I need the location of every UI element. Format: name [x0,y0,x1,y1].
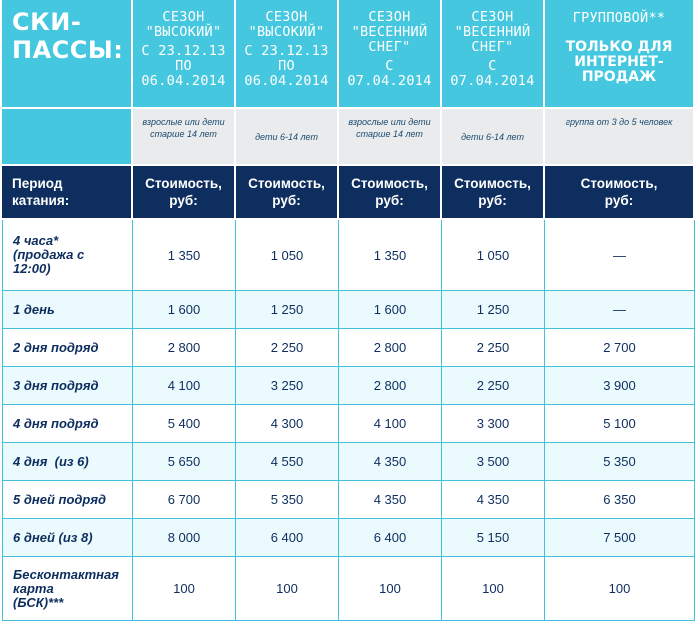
table-row [2,443,695,481]
age-note: взрослые или дети старше 14 лет [133,109,236,166]
table-row [2,405,695,443]
period-label: 2 дня подряд [2,329,133,367]
season-dates: С 07.04.2014 [347,58,432,89]
price-header: Стоимость, руб: [339,166,442,220]
age-note: взрослые или дети старше 14 лет [339,109,442,166]
table-row [2,291,695,329]
price-cell: 2 800 [133,329,236,367]
price-cell: 1 350 [339,220,442,291]
price-cell: 6 700 [133,481,236,519]
price-cell: 1 050 [442,220,545,291]
period-label: 3 дня подряд [2,367,133,405]
price-cell: 2 800 [339,367,442,405]
price-cell: 5 400 [133,405,236,443]
season-dates: С 07.04.2014 [450,58,535,89]
price-cell: 100 [133,557,236,621]
price-cell: 100 [236,557,339,621]
period-label: 4 дня (из 6) [2,443,133,481]
age-row [2,109,695,166]
season-dates: С 23.12.13 ПО 06.04.2014 [244,43,329,89]
price-cell: 6 350 [545,481,695,519]
table-title: СКИ-ПАССЫ: [2,0,133,109]
ski-pass-price-table [2,0,695,621]
price-header: Стоимость, руб: [545,166,695,220]
column-header-spring-adult [339,0,442,109]
price-cell: — [545,291,695,329]
price-cell: 2 250 [442,367,545,405]
table-row [2,220,695,291]
price-cell: 2 800 [339,329,442,367]
price-cell: 100 [442,557,545,621]
header-row [2,0,695,109]
price-cell: 4 100 [133,367,236,405]
price-header: Стоимость, руб: [442,166,545,220]
price-cell: 1 600 [339,291,442,329]
price-cell: 6 400 [339,519,442,557]
table-row [2,557,695,621]
period-label: 1 день [2,291,133,329]
season-name: СЕЗОН "ВЫСОКИЙ" [145,9,222,40]
group-subtitle: ТОЛЬКО ДЛЯ ИНТЕРНЕТ- ПРОДАЖ [565,39,673,85]
price-header: Стоимость, руб: [236,166,339,220]
price-header: Стоимость, руб: [133,166,236,220]
price-cell: 100 [339,557,442,621]
price-cell: — [545,220,695,291]
price-cell: 3 300 [442,405,545,443]
price-cell: 2 700 [545,329,695,367]
price-cell: 4 550 [236,443,339,481]
season-name: СЕЗОН "ВЕСЕННИЙ СНЕГ" [351,9,428,55]
table-row [2,519,695,557]
price-cell: 5 100 [545,405,695,443]
column-header-high-child [236,0,339,109]
price-cell: 3 900 [545,367,695,405]
age-note: группа от 3 до 5 человек [545,109,695,166]
price-header-row [2,166,695,220]
season-name: СЕЗОН "ВЕСЕННИЙ СНЕГ" [454,9,531,55]
price-cell: 5 350 [545,443,695,481]
period-label: Бесконтактная карта (БСК)*** [2,557,133,621]
price-cell: 4 350 [339,481,442,519]
period-label: 4 часа* (продажа с 12:00) [2,220,133,291]
price-cell: 4 100 [339,405,442,443]
column-header-high-adult [133,0,236,109]
period-header: Период катания: [2,166,133,220]
price-cell: 6 400 [236,519,339,557]
price-cell: 8 000 [133,519,236,557]
age-note: дети 6-14 лет [442,109,545,166]
price-cell: 1 050 [236,220,339,291]
price-cell: 5 350 [236,481,339,519]
price-cell: 100 [545,557,695,621]
price-cell: 3 500 [442,443,545,481]
table-row [2,481,695,519]
price-cell: 3 250 [236,367,339,405]
table-row [2,367,695,405]
column-header-spring-child [442,0,545,109]
price-cell: 1 350 [133,220,236,291]
price-cell: 1 600 [133,291,236,329]
period-label: 4 дня подряд [2,405,133,443]
price-cell: 2 250 [236,329,339,367]
season-dates: С 23.12.13 ПО 06.04.2014 [141,43,226,89]
price-cell: 4 300 [236,405,339,443]
price-cell: 4 350 [339,443,442,481]
group-title: ГРУППОВОЙ** [572,10,666,26]
table-row [2,329,695,367]
price-cell: 4 350 [442,481,545,519]
price-cell: 2 250 [442,329,545,367]
price-cell: 5 650 [133,443,236,481]
price-cell: 7 500 [545,519,695,557]
period-label: 5 дней подряд [2,481,133,519]
column-header-group [545,0,695,109]
season-name: СЕЗОН "ВЫСОКИЙ" [248,9,325,40]
price-cell: 5 150 [442,519,545,557]
price-cell: 1 250 [442,291,545,329]
age-note: дети 6-14 лет [236,109,339,166]
price-cell: 1 250 [236,291,339,329]
period-label: 6 дней (из 8) [2,519,133,557]
